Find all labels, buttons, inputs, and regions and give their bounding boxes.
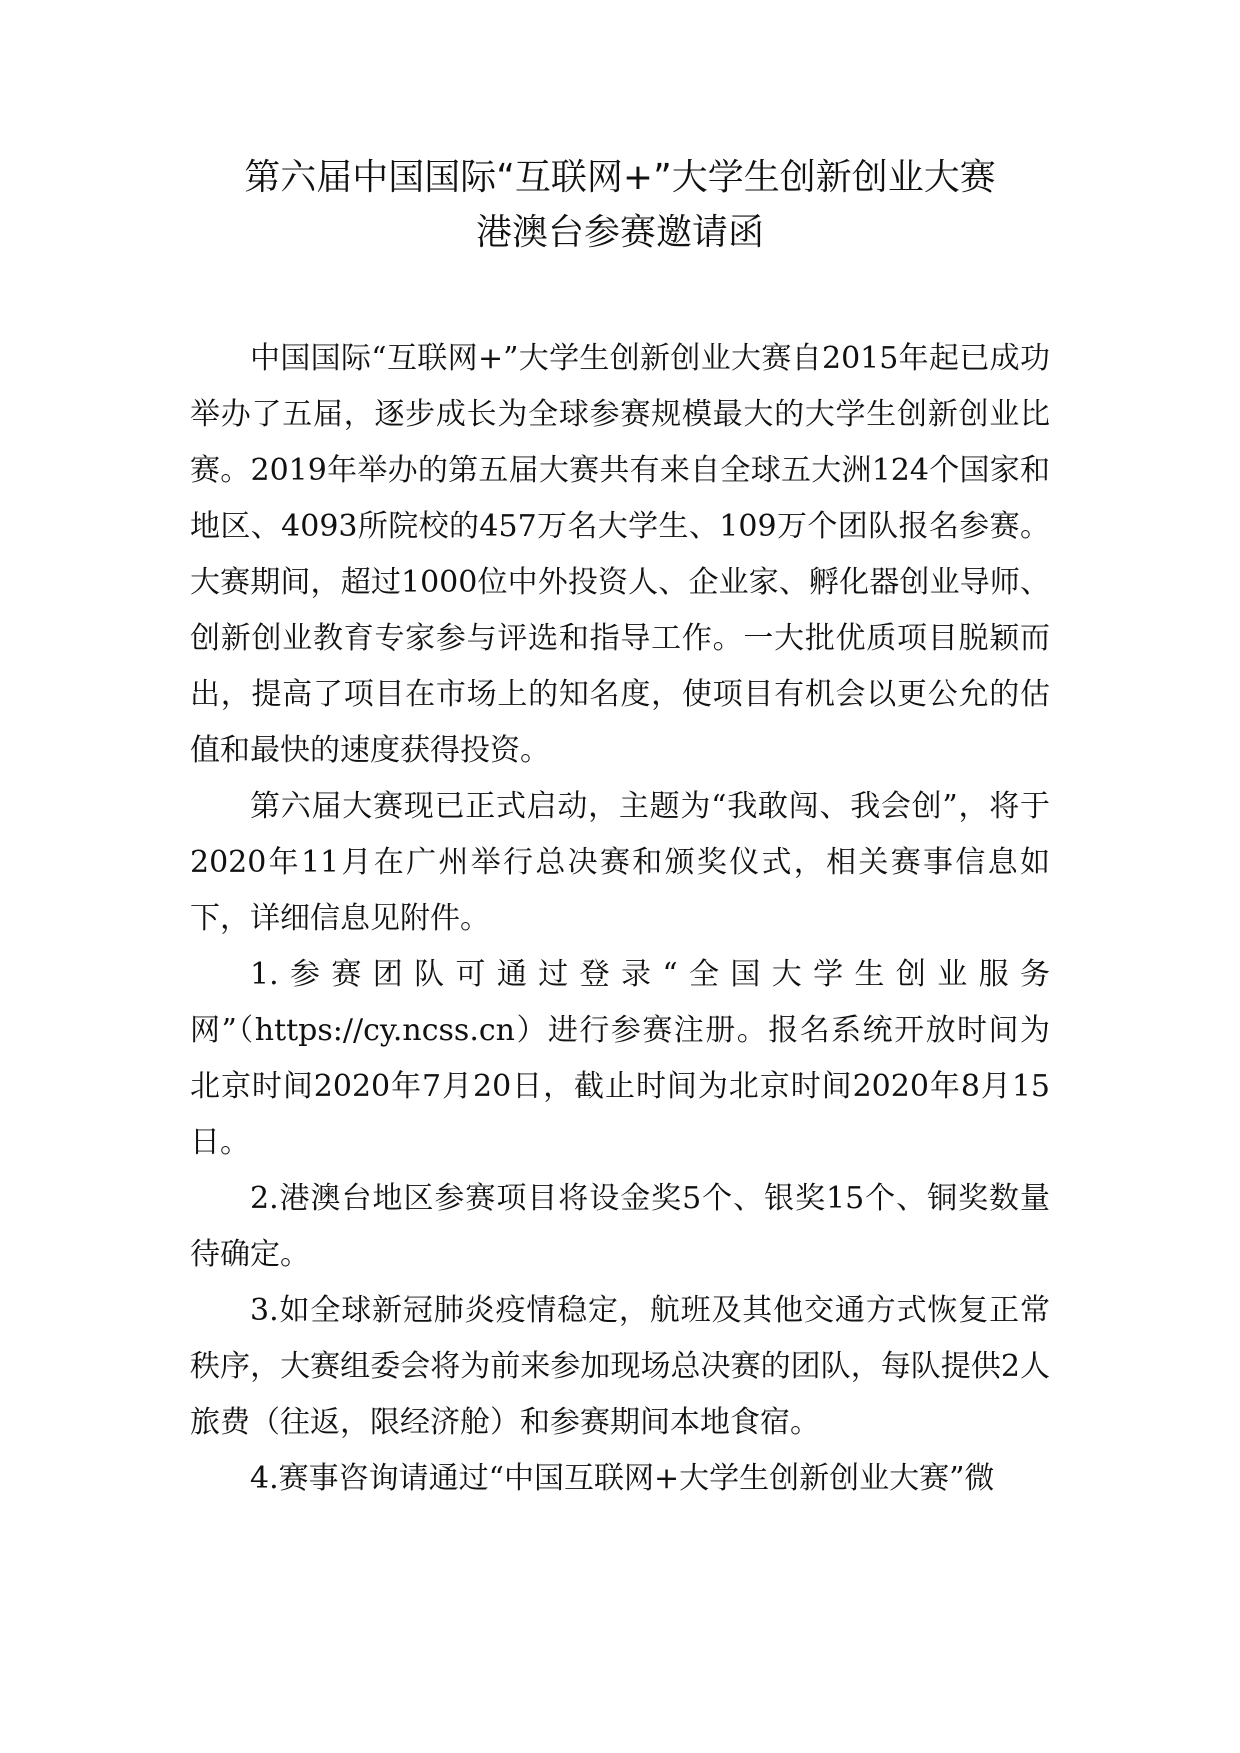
paragraph-item-1: 1.参赛团队可通过登录“全国大学生创业服务网”（https://cy.ncss.cn）进行参赛注册。报名系统开放时间为北京时间2020年7月20日，截止时间为北京时间2020年8月15日。 xyxy=(190,957,1050,1160)
document-title xyxy=(0,150,1240,260)
paragraph-item-2: 2.港澳台地区参赛项目将设金奖5个、银奖15个、铜奖数量待确定。 xyxy=(190,1181,1050,1272)
title-line-2: 港澳台参赛邀请函 xyxy=(475,212,764,253)
document-body xyxy=(190,331,1050,1507)
paragraph-item-3: 3.如全球新冠肺炎疫情稳定，航班及其他交通方式恢复正常秩序，大赛组委会将为前来参加现场总决赛的团队，每队提供2人旅费（往返，限经济舱）和参赛期间本地食宿。 xyxy=(190,1293,1050,1440)
paragraph-launch: 第六届大赛现已正式启动，主题为“我敢闯、我会创”，将于2020年11月在广州举行总决赛和颁奖仪式，相关赛事信息如下，详细信息见附件。 xyxy=(190,789,1050,936)
paragraph-intro: 中国国际“互联网+”大学生创新创业大赛自2015年起已成功举办了五届，逐步成长为全球参赛规模最大的大学生创新创业比赛。2019年举办的第五届大赛共有来自全球五大洲124个国家和地区、4093所院校的457万名大学生、109万个团队报名参赛。大赛期间，超过1000位中外投资人、企业家、孵化器创业导师、创新创业教育专家参与评选和指导工作。一大批优质项目脱颖而出，提高了项目在市场上的知名度，使项目有机会以更公允的估值和最快的速度获得投资。 xyxy=(190,341,1050,768)
title-line-1: 第六届中国国际“互联网+”大学生创新创业大赛 xyxy=(244,157,996,198)
paragraph-item-4: 4.赛事咨询请通过“中国互联网+大学生创新创业大赛”微 xyxy=(250,1461,995,1496)
